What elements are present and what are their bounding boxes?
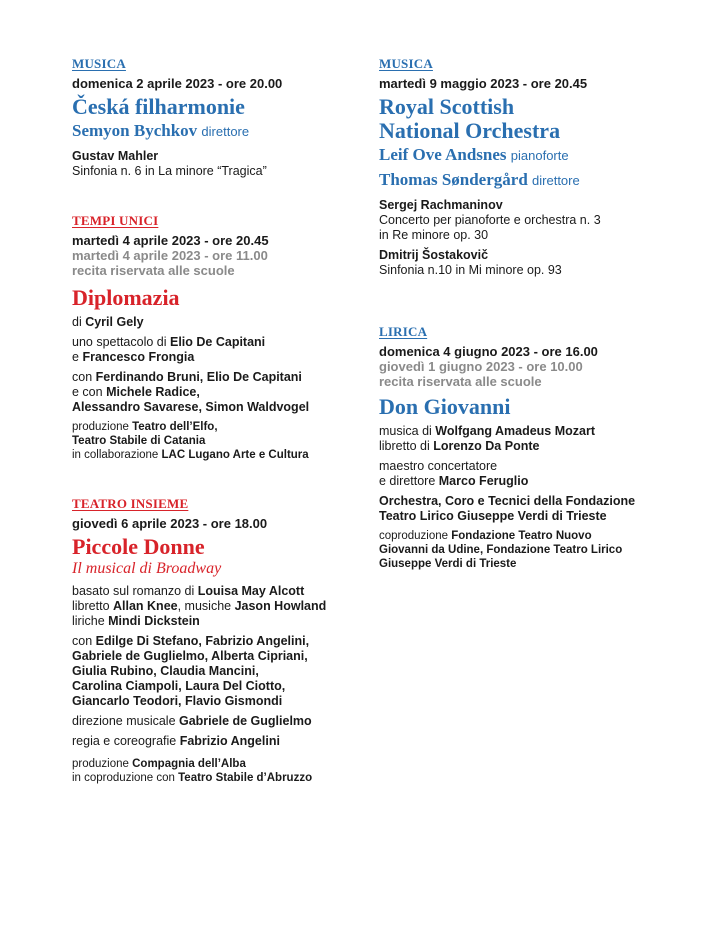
conductor-name: Semyon Bychkov: [72, 121, 198, 140]
school-note: recita riservata alle scuole: [379, 374, 542, 389]
composer: Dmitrij Šostakovič: [379, 248, 489, 262]
work: Sinfonia n. 6 in La minore “Tragica”: [72, 164, 267, 178]
conductor-role: direttore: [201, 124, 250, 139]
author: Cyril Gely: [85, 315, 144, 329]
event-title: Don Giovanni: [379, 394, 511, 419]
event-date: martedì 4 aprile 2023 - ore 20.45: [72, 233, 269, 248]
category-label: MUSICA: [72, 56, 126, 71]
event-title-line1: Royal Scottish: [379, 94, 515, 119]
production-credits: produzione Teatro dell’Elfo, Teatro Stabile di Catania in collaborazione LAC Lugano Arte e Cultura: [72, 421, 309, 461]
event-title: Česká filharmonie: [72, 94, 245, 119]
event-date: domenica 2 aprile 2023 - ore 20.00: [72, 76, 283, 91]
conductor-line: [72, 119, 362, 144]
event-date: martedì 9 maggio 2023 - ore 20.45: [379, 76, 588, 91]
category-label: TEATRO INSIEME: [72, 496, 189, 511]
category-label: TEMPI UNICI: [72, 213, 159, 228]
category-label: MUSICA: [379, 56, 433, 71]
right-column: [379, 56, 679, 605]
event-date: giovedì 6 aprile 2023 - ore 18.00: [72, 516, 268, 531]
event-title: Piccole Donne: [72, 534, 205, 559]
composer: Sergej Rachmaninov: [379, 198, 503, 212]
production-credits: produzione Compagnia dell’Alba in coproduzione con Teatro Stabile d’Abruzzo: [72, 758, 313, 784]
soloist-line: Leif Ove Andsnes pianoforte: [379, 145, 569, 164]
category-label: LIRICA: [379, 324, 428, 339]
event-title-line2: National Orchestra: [379, 118, 561, 143]
event-piccole-donne: TEATRO INSIEME giovedì 6 aprile 2023 - ore 18.00 Piccole Donne Il musical di Broadway basato sul romanzo di Louisa May Alcott libretto Allan Knee, musiche Jason Howland liriche Mindi Dickstein con Edilge Di Stefano, Fabrizio Angelini, Gabriele de Guglielmo, Alberta Cipriani, Giulia Rubino, Claudia Mancini, Carolina Ciampoli, Laura Del Ciotto, Giancarlo Teodori, Flavio Gismondi direzione musicale Gabriele de Guglielmo regia e coreografie Fabrizio Angelini produzione Compagnia dell’Alba in coproduzione con Teatro Stabile d’Abruzzo: [72, 496, 362, 785]
event-date: domenica 4 giugno 2023 - ore 16.00: [379, 344, 598, 359]
event-diplomazia: TEMPI UNICI martedì 4 aprile 2023 - ore 20.45 martedì 4 aprile 2023 - ore 11.00 recita riservata alle scuole Diplomazia di Cyril Gely uno spettacolo di Elio De Capitani e Francesco Frongia con Ferdinando Bruni, Elio De Capitani e con Michele Radice, Alessandro Savarese, Simon Waldvogel produzione Teatro dell’Elfo, Teatro Stabile di Catania in collaborazione LAC Lugano Arte e Cultura: [72, 213, 362, 462]
conductor-line: Thomas Søndergård direttore: [379, 170, 580, 189]
school-note: recita riservata alle scuole: [72, 263, 235, 278]
event-title: Diplomazia: [72, 285, 180, 310]
event-ceska-filharmonie: [72, 56, 362, 179]
left-column: [72, 56, 362, 819]
production-credits: coproduzione Fondazione Teatro Nuovo Giovanni da Udine, Fondazione Teatro Lirico Giuseppe Verdi di Trieste: [379, 530, 623, 570]
event-date-secondary: martedì 4 aprile 2023 - ore 11.00: [72, 248, 268, 263]
event-don-giovanni: LIRICA domenica 4 giugno 2023 - ore 16.00 giovedì 1 giugno 2023 - ore 10.00 recita riservata alle scuole Don Giovanni musica di Wolfgang Amadeus Mozart libretto di Lorenzo Da Ponte maestro concertatore e direttore Marco Feruglio Orchestra, Coro e Tecnici della Fondazione Teatro Lirico Giuseppe Verdi di Trieste coproduzione Fondazione Teatro Nuovo Giovanni da Udine, Fondazione Teatro Lirico Giuseppe Verdi di Trieste: [379, 324, 679, 571]
event-date-secondary: giovedì 1 giugno 2023 - ore 10.00: [379, 359, 583, 374]
composer: Gustav Mahler: [72, 149, 159, 163]
event-royal-scottish: MUSICA martedì 9 maggio 2023 - ore 20.45 Royal Scottish National Orchestra Leif Ove Andsnes pianoforte Thomas Søndergård direttore Sergej Rachmaninov Concerto per pianoforte e orchestra n. 3 in Re minore op. 30 Dmitrij Šostakovič Sinfonia n.10 in Mi minore op. 93: [379, 56, 679, 278]
event-subtitle: Il musical di Broadway: [72, 560, 222, 577]
